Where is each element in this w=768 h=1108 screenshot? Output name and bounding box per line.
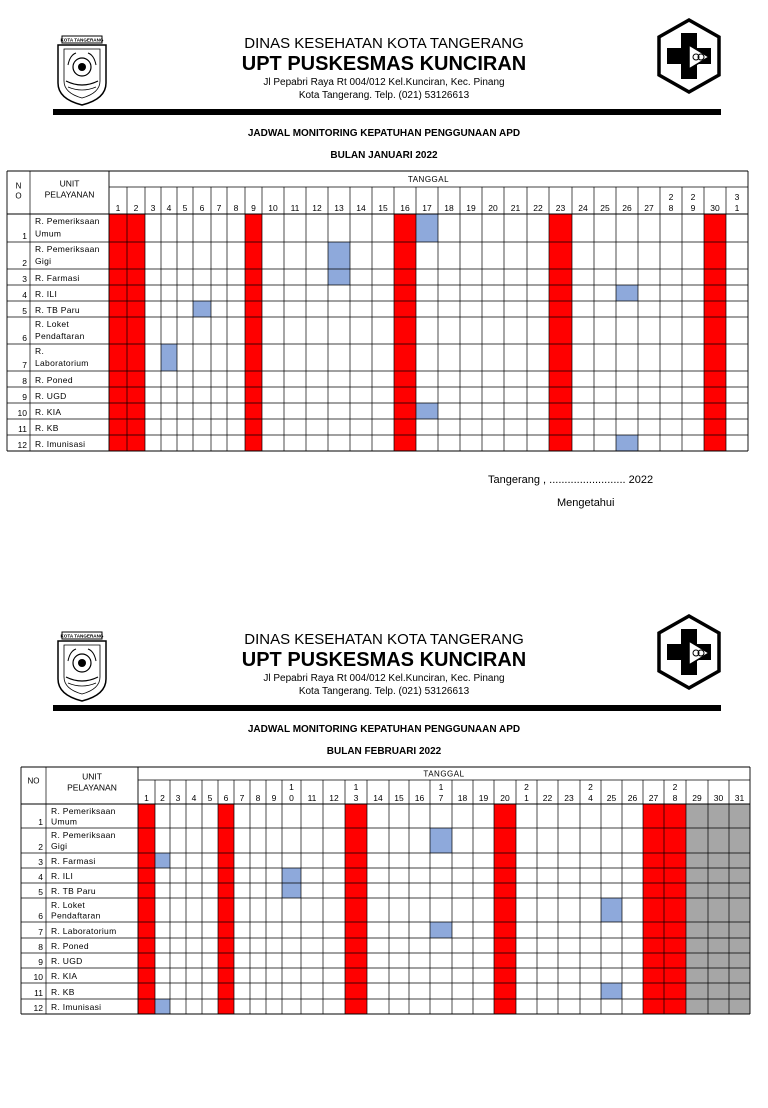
holiday-column xyxy=(218,804,234,1014)
day-number: 8 xyxy=(233,203,239,213)
day-number: 1 xyxy=(144,793,149,803)
row-number: 11 xyxy=(18,424,27,434)
row-number: 9 xyxy=(22,392,27,402)
day-number: 3 xyxy=(734,192,740,202)
date-group-header: TANGGAL xyxy=(423,769,465,779)
schedule-month: BULAN JANUARI 2022 xyxy=(330,150,438,161)
day-number: 2 xyxy=(588,782,593,792)
day-number: 2 xyxy=(524,782,529,792)
unit-name: Laboratorium xyxy=(35,358,89,368)
monitoring-cell xyxy=(416,214,438,242)
unit-name: R. KB xyxy=(35,423,59,433)
row-number: 8 xyxy=(38,942,43,952)
date-group-header: TANGGAL xyxy=(407,175,450,184)
day-number: 1 xyxy=(438,782,444,792)
holiday-column xyxy=(345,804,367,1014)
monitoring-cell xyxy=(601,898,622,922)
inactive-day-column xyxy=(729,804,750,1014)
monitoring-cell xyxy=(282,868,301,883)
day-number: 6 xyxy=(223,793,229,803)
unit-column-header: PELAYANAN xyxy=(44,189,95,200)
agency-name: DINAS KESEHATAN KOTA TANGERANG xyxy=(244,35,524,52)
day-number: 30 xyxy=(713,793,724,803)
unit-name: R. KIA xyxy=(35,407,62,417)
day-number: 16 xyxy=(400,203,410,213)
day-number: 9 xyxy=(271,793,277,803)
unit-name: R. ILI xyxy=(35,289,58,299)
day-number: 23 xyxy=(555,203,566,213)
day-number: 29 xyxy=(692,793,702,803)
day-number: 4 xyxy=(588,793,593,803)
unit-name: Gigi xyxy=(35,256,52,266)
day-number: 25 xyxy=(606,793,617,803)
inactive-day-column xyxy=(708,804,729,1014)
unit-name: R. Pemeriksaan xyxy=(35,244,100,254)
unit-name: R. Laboratorium xyxy=(51,926,117,936)
day-number: 14 xyxy=(373,793,383,803)
day-number: 26 xyxy=(627,793,638,803)
unit-column-header: PELAYANAN xyxy=(67,782,117,793)
holiday-column xyxy=(245,214,262,451)
row-number: 8 xyxy=(22,376,27,386)
row-number: 6 xyxy=(22,333,27,343)
day-number: 21 xyxy=(510,203,521,213)
day-number: 5 xyxy=(207,793,213,803)
row-number: 6 xyxy=(38,911,43,921)
day-number: 3 xyxy=(353,793,359,803)
day-number: 27 xyxy=(644,203,654,213)
schedule-month: BULAN FEBRUARI 2022 xyxy=(326,746,442,757)
holiday-column xyxy=(138,804,155,1014)
day-number: 10 xyxy=(268,203,278,213)
address-line-2: Kota Tangerang. Telp. (021) 53126613 xyxy=(298,90,470,101)
day-number: 9 xyxy=(690,203,696,213)
unit-name: Gigi xyxy=(51,841,68,851)
unit-name: Umum xyxy=(35,228,62,239)
day-number: 2 xyxy=(160,793,165,803)
unit-name: R. KB xyxy=(51,987,75,997)
schedule-table-february xyxy=(0,596,768,1108)
day-number: 2 xyxy=(690,192,696,202)
unit-name: R. Loket xyxy=(51,900,86,910)
day-number: 9 xyxy=(251,203,256,213)
unit-name: R. Loket xyxy=(35,319,70,329)
day-number: 0 xyxy=(289,793,294,803)
day-number: 20 xyxy=(488,203,498,213)
day-number: 31 xyxy=(734,793,745,803)
monitoring-cell xyxy=(155,999,170,1014)
day-number: 25 xyxy=(600,203,610,213)
day-number: 14 xyxy=(356,203,366,213)
day-number: 1 xyxy=(289,782,294,792)
row-number: 7 xyxy=(22,360,27,370)
row-number: 3 xyxy=(38,857,43,867)
day-number: 22 xyxy=(542,793,553,803)
day-number: 1 xyxy=(353,782,359,792)
unit-name: Pendaftaran xyxy=(51,910,101,921)
day-number: 2 xyxy=(668,192,674,202)
monitoring-cell xyxy=(282,883,301,898)
row-number: 10 xyxy=(17,408,27,418)
day-number: 19 xyxy=(466,203,476,213)
holiday-column xyxy=(109,214,127,451)
row-number: 9 xyxy=(38,957,43,967)
day-number: 11 xyxy=(307,793,317,803)
monitoring-cell xyxy=(416,403,438,419)
day-number: 27 xyxy=(648,793,659,803)
holiday-column xyxy=(494,804,516,1014)
monitoring-cell xyxy=(601,983,622,999)
row-number: 7 xyxy=(38,927,43,937)
unit-name: R. Farmasi xyxy=(35,273,80,283)
day-number: 3 xyxy=(175,793,181,803)
unit-name: R. KIA xyxy=(51,971,78,981)
svg-text:KOTA TANGERANG: KOTA TANGERANG xyxy=(60,37,104,43)
schedule-title: JADWAL MONITORING KEPATUHAN PENGGUNAAN APD xyxy=(247,128,521,139)
holiday-column xyxy=(664,804,686,1014)
day-number: 23 xyxy=(564,793,574,803)
unit-name: R. TB Paru xyxy=(35,305,80,315)
day-number: 7 xyxy=(239,793,245,803)
row-number: 5 xyxy=(38,887,43,897)
unit-name: Pendaftaran xyxy=(35,331,85,341)
day-number: 15 xyxy=(394,793,404,803)
row-number: 3 xyxy=(22,274,27,284)
day-number: 1 xyxy=(734,203,740,213)
day-number: 19 xyxy=(478,793,489,803)
day-number: 1 xyxy=(524,793,529,803)
unit-name: R. Farmasi xyxy=(51,856,96,866)
monitoring-cell xyxy=(328,269,350,285)
row-number: 12 xyxy=(33,1003,43,1013)
address-line-1: Jl Pepabri Raya Rt 004/012 Kel.Kunciran, Kec. Pinang xyxy=(263,673,505,684)
day-number: 12 xyxy=(312,203,322,213)
monitoring-cell xyxy=(616,435,638,451)
day-number: 15 xyxy=(378,203,388,213)
day-number: 8 xyxy=(255,793,261,803)
day-number: 16 xyxy=(414,793,425,803)
puskesmas-name: UPT PUSKESMAS KUNCIRAN xyxy=(241,53,527,75)
no-column-header: O xyxy=(15,191,22,201)
schedule-page-january xyxy=(0,0,768,512)
day-number: 26 xyxy=(622,203,632,213)
day-number: 3 xyxy=(150,203,156,213)
row-number: 1 xyxy=(22,231,27,241)
unit-name: Umum xyxy=(51,816,78,827)
row-number: 4 xyxy=(38,872,43,882)
day-number: 2 xyxy=(133,203,139,213)
monitoring-cell xyxy=(616,285,638,301)
row-number: 2 xyxy=(38,842,43,852)
unit-name: R. Pemeriksaan xyxy=(35,216,100,226)
agency-name: DINAS KESEHATAN KOTA TANGERANG xyxy=(244,631,524,648)
unit-name: R. Pemeriksaan xyxy=(51,830,116,840)
no-column-header: N xyxy=(15,181,22,191)
day-number: 7 xyxy=(216,203,222,213)
unit-name: R. Imunisasi xyxy=(51,1002,102,1012)
day-number: 11 xyxy=(290,203,300,213)
no-column-header: NO xyxy=(27,776,40,786)
holiday-column xyxy=(394,214,416,451)
address-line-1: Jl Pepabri Raya Rt 004/012 Kel.Kunciran, Kec. Pinang xyxy=(263,77,505,88)
schedule-page-february xyxy=(0,596,768,1024)
monitoring-cell xyxy=(155,853,170,868)
day-number: 17 xyxy=(422,203,432,213)
monitoring-cell xyxy=(328,242,350,269)
unit-name: R. Imunisasi xyxy=(35,439,86,449)
holiday-column xyxy=(643,804,664,1014)
row-number: 4 xyxy=(22,290,27,300)
monitoring-cell xyxy=(430,922,452,938)
monitoring-cell xyxy=(430,828,452,853)
day-number: 20 xyxy=(500,793,510,803)
day-number: 1 xyxy=(115,203,121,213)
unit-name: R. Poned xyxy=(35,375,73,385)
unit-column-header: UNIT xyxy=(59,178,80,189)
address-line-2: Kota Tangerang. Telp. (021) 53126613 xyxy=(298,686,470,697)
day-number: 30 xyxy=(710,203,720,213)
day-number: 13 xyxy=(334,203,344,213)
day-number: 18 xyxy=(444,203,454,213)
unit-name: R. ILI xyxy=(51,871,74,881)
row-number: 2 xyxy=(22,258,27,268)
signature-place-date: Tangerang , ......................... 2022 xyxy=(488,474,654,486)
monitoring-cell xyxy=(161,344,177,371)
row-number: 10 xyxy=(33,972,43,982)
holiday-column xyxy=(549,214,572,451)
day-number: 12 xyxy=(329,793,339,803)
day-number: 18 xyxy=(457,793,468,803)
unit-name: R. xyxy=(35,346,45,356)
row-number: 11 xyxy=(34,988,43,998)
unit-column-header: UNIT xyxy=(82,771,102,782)
svg-text:KOTA TANGERANG: KOTA TANGERANG xyxy=(60,633,104,639)
monitoring-cell xyxy=(193,301,211,317)
row-number: 1 xyxy=(38,817,43,827)
holiday-column xyxy=(127,214,145,451)
unit-name: R. Poned xyxy=(51,941,89,951)
day-number: 24 xyxy=(578,203,588,213)
holiday-column xyxy=(704,214,726,451)
signature-acknowledged: Mengetahui xyxy=(557,497,615,509)
unit-name: R. UGD xyxy=(51,956,83,966)
row-number: 12 xyxy=(17,440,27,450)
schedule-title: JADWAL MONITORING KEPATUHAN PENGGUNAAN APD xyxy=(247,724,521,735)
day-number: 8 xyxy=(672,793,678,803)
day-number: 22 xyxy=(533,203,543,213)
day-number: 6 xyxy=(199,203,205,213)
day-number: 2 xyxy=(672,782,678,792)
day-number: 8 xyxy=(668,203,674,213)
row-number: 5 xyxy=(22,306,27,316)
day-number: 4 xyxy=(166,203,172,213)
day-number: 5 xyxy=(182,203,188,213)
day-number: 7 xyxy=(438,793,444,803)
puskesmas-name: UPT PUSKESMAS KUNCIRAN xyxy=(241,649,527,671)
inactive-day-column xyxy=(686,804,708,1014)
day-number: 4 xyxy=(191,793,197,803)
schedule-table-january xyxy=(0,0,768,512)
unit-name: R. Pemeriksaan xyxy=(51,806,116,816)
unit-name: R. UGD xyxy=(35,391,67,401)
unit-name: R. TB Paru xyxy=(51,886,96,896)
